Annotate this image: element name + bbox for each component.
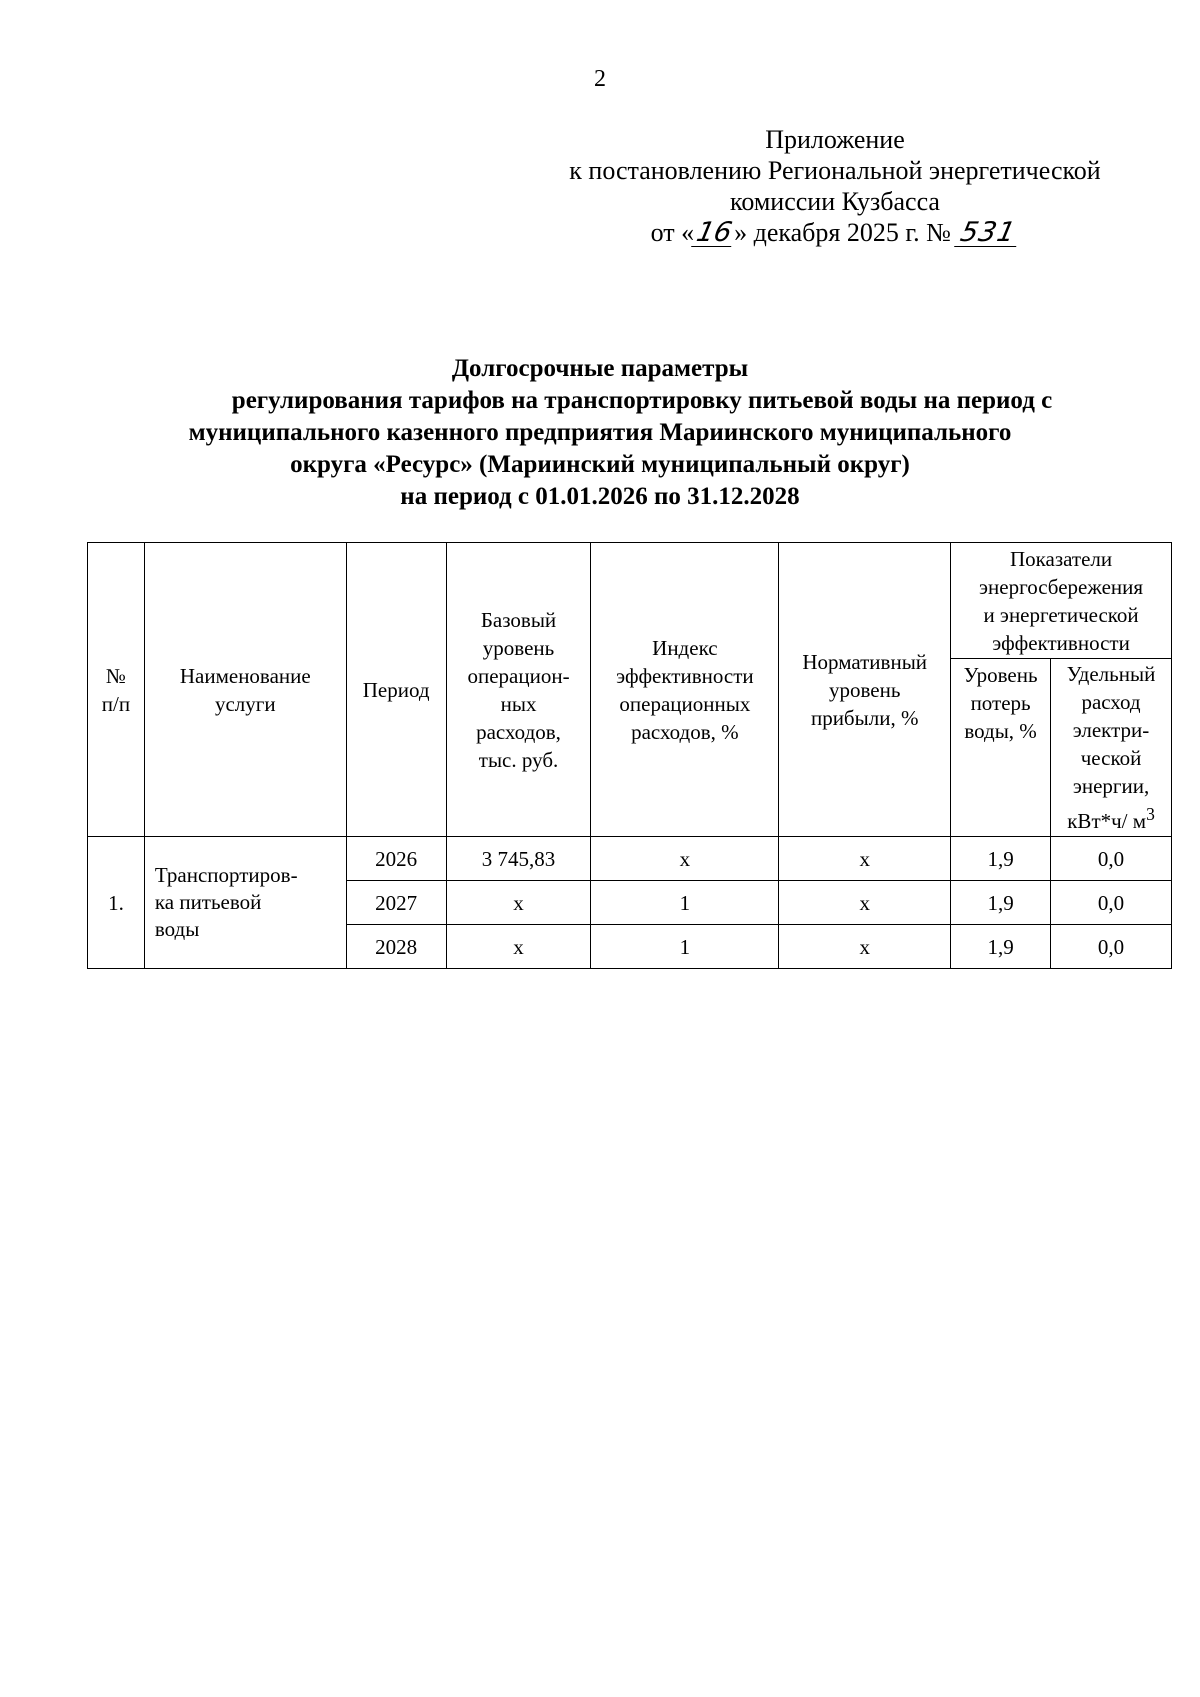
header-profit-level <box>779 543 951 837</box>
date-prefix: от « <box>650 218 695 247</box>
handwritten-number: 531 <box>955 220 1023 247</box>
cell-electricity: 0,0 <box>1051 881 1172 925</box>
cell-index: х <box>591 837 779 881</box>
cell-profit: х <box>779 881 951 925</box>
header-base-l2: уровень <box>482 635 555 660</box>
header-num-line1: № <box>105 663 126 688</box>
header-num-line2: п/п <box>101 691 131 716</box>
title-line1: Долгосрочные параметры <box>451 355 749 382</box>
cell-losses: 1,9 <box>951 837 1051 881</box>
title-line2: регулирования тарифов на транспортировку питьевой воды на период с <box>231 387 1053 414</box>
cell-electricity: 0,0 <box>1051 837 1172 881</box>
table-row <box>88 837 1172 881</box>
title-line3: муниципального казенного предприятия Мариинского муниципального <box>188 419 1012 446</box>
header-base-l6: тыс. руб. <box>478 747 559 772</box>
row-service-l2: ка питьевой <box>154 890 262 914</box>
header-index-l3: операционных <box>619 691 751 716</box>
header-energy-l3: и энергетической <box>983 603 1139 627</box>
header-base-l5: расходов, <box>476 719 561 744</box>
header-elec-l4: ческой <box>1080 746 1142 770</box>
header-elec-unit <box>1054 800 1168 835</box>
header-energy-l4: эффективности <box>992 631 1130 655</box>
header-elec-unit-text: кВт*ч/ м <box>1067 809 1147 833</box>
handwritten-day: 16 <box>691 220 737 247</box>
header-base-level <box>446 543 591 837</box>
header-base-l3: операцион- <box>467 663 570 688</box>
header-elec-l2: расход <box>1081 690 1141 714</box>
header-elec-l3: электри- <box>1072 718 1150 742</box>
header-energy-l1: Показатели <box>1009 547 1113 571</box>
row-service-l1: Транспортиров- <box>154 863 298 887</box>
title-line5: на период с 01.01.2026 по 31.12.2028 <box>400 483 800 510</box>
header-period: Период <box>346 543 446 837</box>
parameters-table <box>87 542 1172 969</box>
cell-index: 1 <box>591 925 779 969</box>
cell-base: х <box>446 925 591 969</box>
header-profit-l1: Нормативный <box>802 649 928 674</box>
header-index-l2: эффективности <box>616 663 754 688</box>
appendix-line2: к постановлению Региональной энергетической <box>569 156 1101 185</box>
header-profit-l2: уровень <box>828 677 901 702</box>
header-electricity <box>1051 659 1172 837</box>
title-line4: округа «Ресурс» (Мариинский муниципальный округ) <box>290 451 910 478</box>
cell-period: 2027 <box>346 881 446 925</box>
cell-period: 2026 <box>346 837 446 881</box>
header-energy-group <box>951 543 1172 659</box>
header-num <box>88 543 145 837</box>
header-profit-l3: прибыли, % <box>810 705 919 730</box>
cell-base: х <box>446 881 591 925</box>
cell-profit: х <box>779 837 951 881</box>
header-losses-l2: потерь <box>970 691 1031 715</box>
cell-profit: х <box>779 925 951 969</box>
appendix-date-line <box>540 217 1130 248</box>
row-service <box>144 837 346 969</box>
appendix-line1: Приложение <box>765 125 905 154</box>
cell-base: 3 745,83 <box>446 837 591 881</box>
header-losses-l1: Уровень <box>963 663 1038 687</box>
header-water-losses <box>951 659 1051 837</box>
header-elec-unit-sup: 3 <box>1146 804 1155 824</box>
header-base-l4: ных <box>500 691 537 716</box>
row-num: 1. <box>88 837 145 969</box>
document-title <box>140 353 1060 513</box>
header-energy-l2: энергосбережения <box>979 575 1144 599</box>
page-number: 2 <box>594 66 606 92</box>
header-index-l1: Индекс <box>652 635 718 660</box>
header-elec-l1: Удельный <box>1066 662 1156 686</box>
appendix-line3: комиссии Кузбасса <box>730 187 940 216</box>
header-service-line1: Наименование <box>179 663 311 688</box>
header-service <box>144 543 346 837</box>
cell-index: 1 <box>591 881 779 925</box>
header-base-l1: Базовый <box>480 607 557 632</box>
header-efficiency-index <box>591 543 779 837</box>
header-elec-l5: энергии, <box>1072 774 1150 798</box>
cell-losses: 1,9 <box>951 881 1051 925</box>
header-losses-l3: воды, % <box>964 719 1037 743</box>
appendix-block <box>540 124 1130 248</box>
row-service-l3: воды <box>154 917 200 941</box>
cell-electricity: 0,0 <box>1051 925 1172 969</box>
header-index-l4: расходов, % <box>631 719 739 744</box>
header-row-1 <box>88 543 1172 659</box>
cell-period: 2028 <box>346 925 446 969</box>
cell-losses: 1,9 <box>951 925 1051 969</box>
header-service-line2: услуги <box>214 691 276 716</box>
date-middle: » декабря 2025 г. № <box>734 218 951 247</box>
